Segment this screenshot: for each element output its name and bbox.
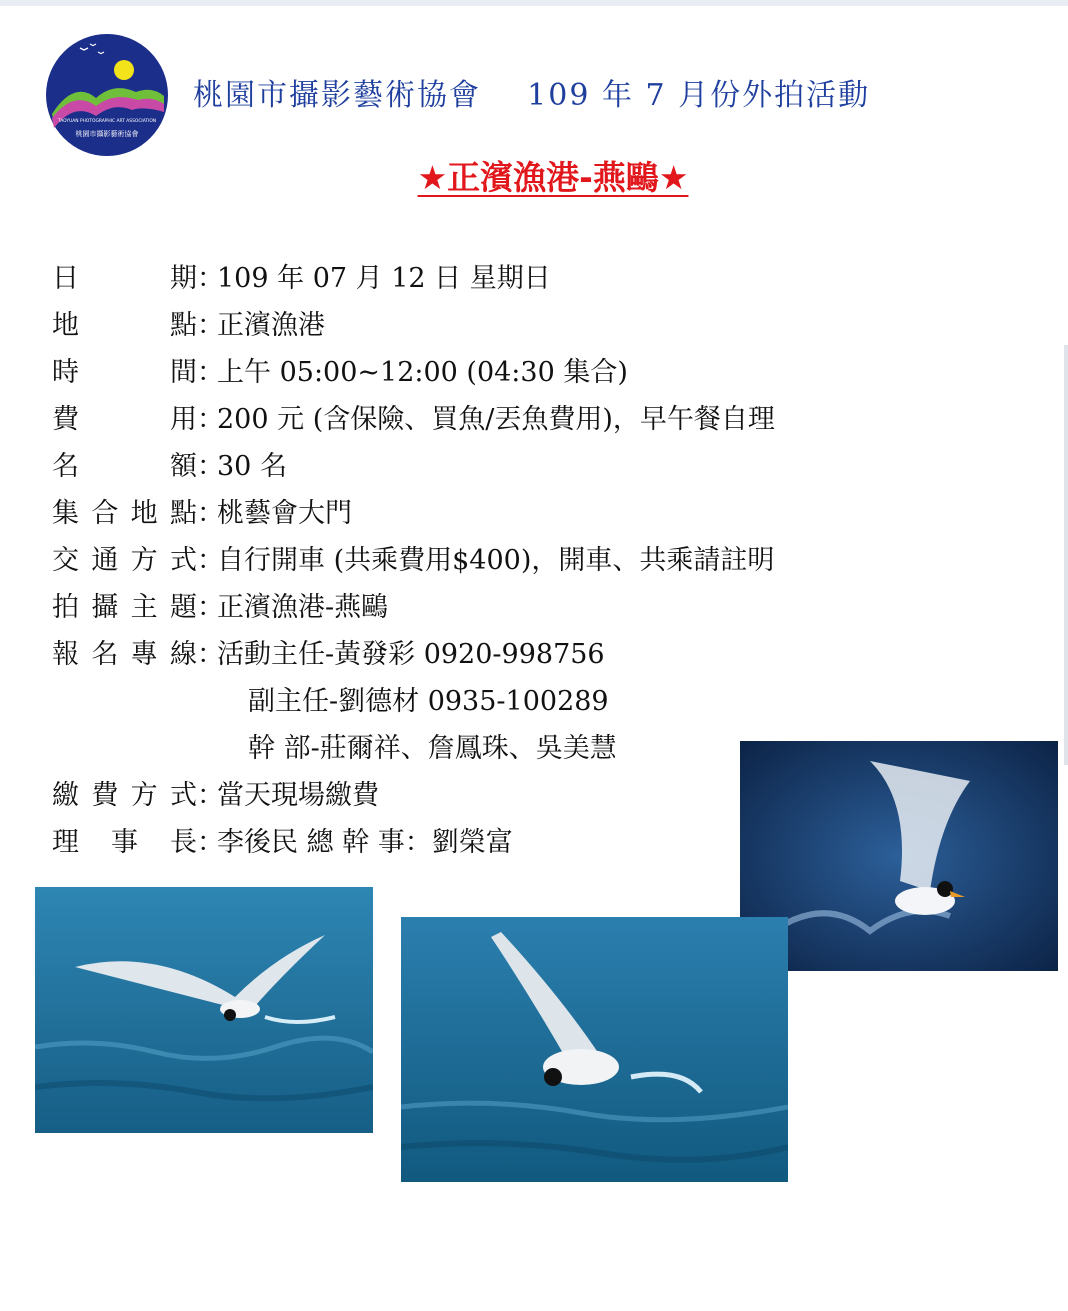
detail-row-label xyxy=(52,256,197,295)
payment-row-value: 當天現場繳費 xyxy=(217,780,379,811)
detail-row-label xyxy=(52,538,197,577)
label-char: 理 xyxy=(52,827,79,858)
tern-photo-left xyxy=(35,887,373,1133)
detail-row-label xyxy=(52,350,197,389)
label-char: 日 xyxy=(52,263,79,294)
colon: ： xyxy=(197,498,224,529)
label-char: 專 xyxy=(130,639,158,670)
detail-row-label xyxy=(52,444,197,483)
colon: ： xyxy=(197,263,224,294)
label-char: 題 xyxy=(169,592,197,623)
logo-english-text: TAOYUAN PHOTOGRAPHIC ART ASSOCIATION xyxy=(57,119,157,124)
detail-row-label xyxy=(52,303,197,342)
colon: ： xyxy=(197,592,224,623)
organization-name: 桃園市攝影藝術協會 xyxy=(193,78,481,113)
top-border xyxy=(0,0,1068,6)
detail-row-value: 200 元 (含保險、買魚/丟魚費用)，早午餐自理 xyxy=(217,404,775,435)
detail-row-value: 30 名 xyxy=(217,451,287,482)
label-char: 繳 xyxy=(52,780,79,811)
detail-row xyxy=(52,534,912,581)
label-char: 集 xyxy=(52,498,79,529)
label-char: 式 xyxy=(169,545,197,576)
detail-row-label xyxy=(52,491,197,530)
detail-row-value: 上午 05:00~12:00 (04:30 集合) xyxy=(217,357,628,388)
officers-row-label xyxy=(52,820,197,859)
label-char: 名 xyxy=(52,451,79,482)
detail-row-value: 109 年 07 月 12 日 星期日 xyxy=(217,263,551,294)
logo-chinese-text: 桃園市攝影藝術協會 xyxy=(75,130,139,138)
label-char: 通 xyxy=(91,545,119,576)
colon: ： xyxy=(197,404,224,435)
label-char: 點 xyxy=(170,310,197,341)
label-char: 地 xyxy=(130,498,158,529)
detail-row xyxy=(52,440,912,487)
payment-row-label xyxy=(52,773,197,812)
detail-row-label xyxy=(52,585,197,624)
detail-row xyxy=(52,393,912,440)
label-char: 用 xyxy=(170,404,197,435)
label-char: 地 xyxy=(52,310,79,341)
detail-row-value: 正濱漁港-燕鷗 xyxy=(217,592,389,623)
label-char: 費 xyxy=(52,404,79,435)
detail-row-label xyxy=(52,632,197,671)
label-char: 費 xyxy=(91,780,119,811)
colon: ： xyxy=(197,827,224,858)
label-char: 主 xyxy=(130,592,158,623)
label-char: 線 xyxy=(169,639,197,670)
detail-row-value: 桃藝會大門 xyxy=(217,498,352,529)
detail-row xyxy=(52,346,912,393)
label-char: 事 xyxy=(111,827,138,858)
event-title: ★正濱漁港-燕鷗★ xyxy=(417,158,689,197)
detail-row-value: 活動主任-黃發彩 0920-998756 xyxy=(217,639,605,670)
contact-row xyxy=(52,675,912,722)
label-char: 拍 xyxy=(52,592,79,623)
label-char: 長 xyxy=(170,827,197,858)
contact-value: 副主任-劉德材 0935-100289 xyxy=(248,686,609,717)
detail-row-value: 自行開車 (共乘費用$400)，開車、共乘請註明 xyxy=(217,545,775,576)
right-edge-bar xyxy=(1064,345,1068,765)
label-char: 方 xyxy=(130,780,158,811)
label-char: 名 xyxy=(91,639,119,670)
label-char: 時 xyxy=(52,357,79,388)
colon: ： xyxy=(197,545,224,576)
contact-value: 幹 部-莊爾祥、詹鳳珠、吳美慧 xyxy=(248,733,617,764)
colon: ： xyxy=(197,451,224,482)
detail-row xyxy=(52,487,912,534)
label-char: 報 xyxy=(52,639,79,670)
association-logo xyxy=(44,32,170,158)
colon: ： xyxy=(197,310,224,341)
header-title xyxy=(193,70,870,114)
colon: ： xyxy=(197,780,224,811)
detail-row xyxy=(52,299,912,346)
label-char: 交 xyxy=(52,545,79,576)
detail-row-label xyxy=(52,397,197,436)
label-char: 式 xyxy=(169,780,197,811)
officers-row-value: 李後民 總 幹 事：劉榮富 xyxy=(217,827,513,858)
tern-photo-center xyxy=(401,917,788,1182)
detail-row-value: 正濱漁港 xyxy=(217,310,325,341)
detail-row xyxy=(52,252,912,299)
label-char: 方 xyxy=(130,545,158,576)
label-char: 攝 xyxy=(91,592,119,623)
label-char: 期 xyxy=(170,263,197,294)
detail-row xyxy=(52,628,912,675)
colon: ： xyxy=(197,357,224,388)
label-char: 額 xyxy=(170,451,197,482)
detail-row xyxy=(52,581,912,628)
label-char: 間 xyxy=(170,357,197,388)
label-char: 點 xyxy=(169,498,197,529)
colon: ： xyxy=(197,639,224,670)
activity-name: 109 年 7 月份外拍活動 xyxy=(527,78,871,113)
label-char: 合 xyxy=(91,498,119,529)
